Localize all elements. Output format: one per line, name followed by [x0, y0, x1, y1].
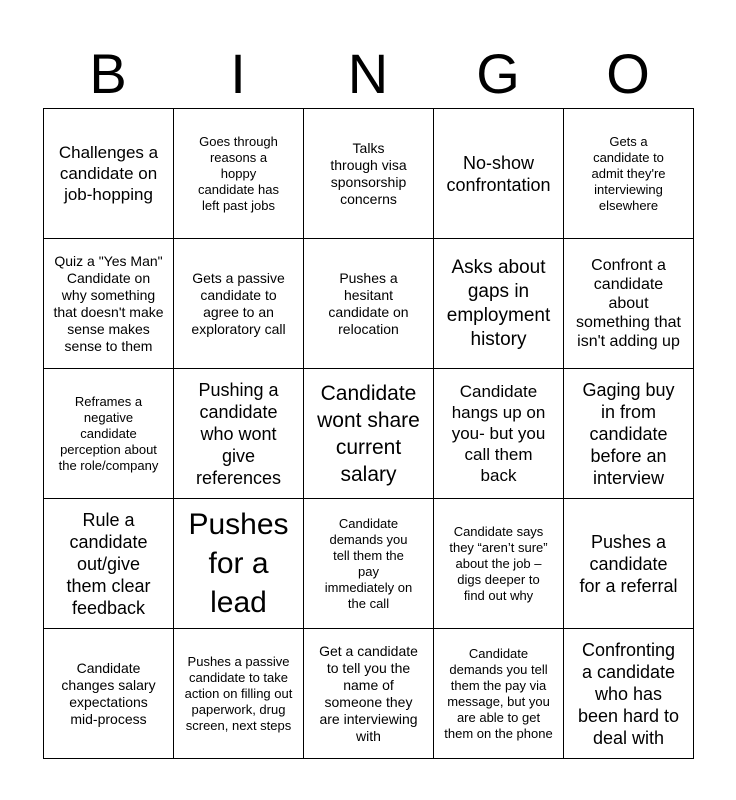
cell-text: Pushes a candidate for a referral — [579, 531, 678, 596]
cell-text: Rule a candidate out/give them clear feedback — [66, 509, 151, 618]
bingo-cell — [174, 629, 304, 759]
cell-text: Reframes a negative candidate perception about the role/company — [58, 393, 159, 473]
bingo-cell — [304, 369, 434, 499]
cell-text: No-show confrontation — [446, 152, 551, 195]
bingo-cell — [44, 109, 174, 239]
bingo-cell — [44, 369, 174, 499]
cell-text: Get a candidate to tell you the name of someone they are interviewing with — [319, 642, 418, 744]
bingo-cell — [434, 369, 564, 499]
bingo-cell — [564, 109, 694, 239]
cell-text: Gets a passive candidate to agree to an exploratory call — [191, 269, 286, 337]
bingo-cell — [304, 629, 434, 759]
cell-text: Quiz a "Yes Man" Candidate on why something that doesn't make sense makes sense to them — [53, 252, 164, 354]
bingo-cell — [304, 239, 434, 369]
cell-text: Pushes a passive candidate to take action on filling out paperwork, drug screen, next steps — [184, 653, 293, 733]
cell-text: Gets a candidate to admit they're interviewing elsewhere — [591, 133, 666, 213]
bingo-header — [43, 40, 693, 108]
bingo-cell — [304, 499, 434, 629]
bingo-cell — [174, 369, 304, 499]
header-letter-g: G — [476, 42, 520, 105]
bingo-cell — [174, 109, 304, 239]
board-row — [44, 239, 694, 369]
bingo-cell — [564, 239, 694, 369]
bingo-cell — [44, 239, 174, 369]
cell-text: Candidate hangs up on you- but you call them back — [451, 382, 546, 485]
bingo-cell — [174, 499, 304, 629]
cell-text: Candidate demands you tell them the pay immediately on the call — [324, 515, 413, 611]
board-row — [44, 369, 694, 499]
header-letter-n: N — [347, 42, 389, 105]
bingo-cell — [564, 369, 694, 499]
bingo-cell — [44, 499, 174, 629]
bingo-cell — [434, 239, 564, 369]
bingo-cell — [434, 499, 564, 629]
board-row — [44, 109, 694, 239]
cell-text: Candidate says they “aren’t sure” about the job – digs deeper to find out why — [449, 523, 548, 603]
cell-text: Goes through reasons a hoppy candidate has left past jobs — [198, 133, 279, 213]
cell-text: Candidate wont share current salary — [317, 381, 420, 486]
cell-text: Pushes a hesitant candidate on relocation — [328, 269, 409, 337]
cell-text: Confront a candidate about something that isn't adding up — [576, 257, 681, 350]
cell-text: Confronting a candidate who has been hard to deal with — [577, 639, 680, 748]
bingo-cell — [564, 629, 694, 759]
cell-text: Challenges a candidate on job-hopping — [58, 143, 159, 204]
header-letter-o: O — [606, 42, 650, 105]
header-letter-i: I — [230, 42, 246, 105]
cell-text: Pushes for a lead — [188, 508, 289, 619]
board-row — [44, 629, 694, 759]
bingo-cell — [564, 499, 694, 629]
cell-text: Candidate demands you tell them the pay via message, but you are able to get them on the phone — [444, 645, 553, 741]
bingo-cell — [434, 109, 564, 239]
cell-text: Gaging buy in from candidate before an interview — [582, 379, 675, 488]
cell-text: Candidate changes salary expectations mid-process — [61, 659, 156, 727]
cell-text: Pushing a candidate who wont give references — [195, 379, 282, 488]
bingo-cell — [434, 629, 564, 759]
bingo-cell — [304, 109, 434, 239]
header-letter-b: B — [89, 42, 127, 105]
bingo-cell — [174, 239, 304, 369]
board-row — [44, 499, 694, 629]
cell-text: Asks about gaps in employment history — [446, 256, 551, 350]
cell-text: Talks through visa sponsorship concerns — [330, 139, 407, 207]
bingo-cell — [44, 629, 174, 759]
bingo-board — [43, 108, 694, 759]
